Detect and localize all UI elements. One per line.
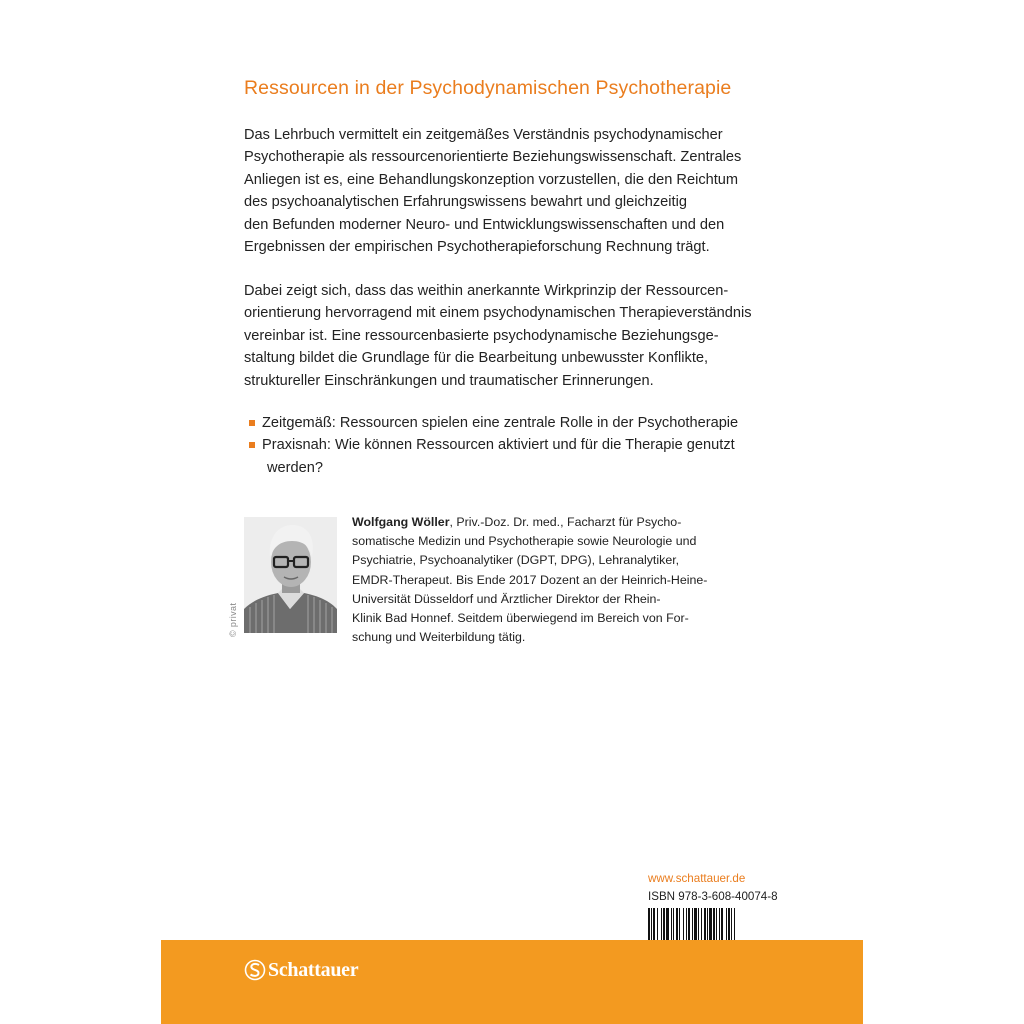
publisher-logo-text: Schattauer (268, 958, 359, 981)
bullet-line: Praxisnah: Wie können Ressourcen aktiviert und für die Therapie genutzt (262, 437, 735, 454)
paragraph-line: vereinbar ist. Eine ressourcenbasierte psychodynamische Beziehungsge- (244, 327, 719, 344)
bio-first-line (352, 513, 772, 532)
book-title: Ressourcen in der Psychodynamischen Psychotherapie (244, 77, 732, 99)
author-portrait-icon (244, 517, 337, 633)
bio-line: Klinik Bad Honnef. Seitdem überwiegend im Bereich von For- (352, 611, 689, 626)
bio-first-line-rest: , Priv.-Doz. Dr. med., Facharzt für Psycho- (449, 515, 682, 529)
bullet-square-icon (249, 442, 255, 448)
paragraph-line: orientierung hervorragend mit einem psychodynamischen Therapieverständnis (244, 305, 752, 322)
paragraph-line: des psychoanalytischen Erfahrungswissens bewahrt und gleichzeitig (244, 194, 687, 211)
author-photo (244, 517, 337, 633)
bio-line: Universität Düsseldorf und Ärztlicher Direktor der Rhein- (352, 591, 661, 606)
isbn-barcode (647, 908, 781, 942)
publisher-website[interactable]: www.schattauer.de (648, 872, 746, 885)
publisher-logo (244, 956, 358, 984)
bio-line: schung und Weiterbildung tätig. (352, 630, 526, 645)
description-paragraph-1 (244, 124, 774, 258)
bio-line: Psychiatrie, Psychoanalytiker (DGPT, DPG), Lehranalytiker, (352, 553, 680, 568)
bio-line: EMDR-Therapeut. Bis Ende 2017 Dozent an der Heinrich-Heine- (352, 572, 708, 587)
bio-lines (352, 532, 772, 647)
author-bio (352, 513, 772, 647)
bio-line: somatische Medizin und Psychotherapie sowie Neurologie und (352, 534, 697, 549)
feature-bullet (244, 434, 774, 479)
description-paragraph-2 (244, 280, 774, 392)
author-name: Wolfgang Wöller (352, 515, 450, 529)
photo-credit: © privat (228, 602, 238, 637)
paragraph-line: Psychotherapie als ressourcenorientierte Beziehungswissenschaft. Zentrales (244, 149, 742, 166)
feature-bullet (244, 412, 774, 434)
bullet-line: werden? (267, 459, 323, 476)
schattauer-emblem-icon (244, 959, 266, 981)
paragraph-line: Das Lehrbuch vermittelt ein zeitgemäßes Verständnis psychodynamischer (244, 127, 723, 143)
paragraph-line: den Befunden moderner Neuro- und Entwicklungswissenschaften und den (244, 216, 725, 233)
paragraph-line: Ergebnissen der empirischen Psychotherapieforschung Rechnung trägt. (244, 239, 710, 256)
bullet-line: Zeitgemäß: Ressourcen spielen eine zentrale Rolle in der Psychotherapie (262, 415, 739, 431)
isbn-number: ISBN 978-3-608-40074-8 (648, 890, 778, 903)
paragraph-line: staltung bildet die Grundlage für die Bearbeitung unbewusster Konflikte, (244, 350, 709, 367)
paragraph-line: struktureller Einschränkungen und traumatischer Erinnerungen. (244, 372, 654, 389)
paragraph-line: Dabei zeigt sich, dass das weithin anerkannte Wirkprinzip der Ressourcen- (244, 283, 729, 299)
paragraph-line: Anliegen ist es, eine Behandlungskonzeption vorzustellen, die den Reichtum (244, 171, 739, 188)
bullet-square-icon (249, 420, 255, 426)
feature-bullet-list (244, 412, 774, 479)
